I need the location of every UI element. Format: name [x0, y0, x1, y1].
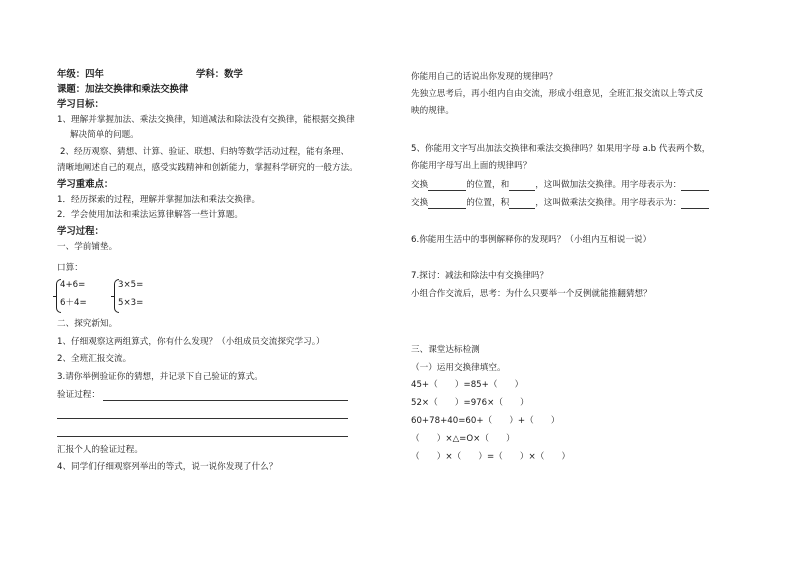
oral-add-2: 6＋4= — [60, 298, 87, 308]
question-1: 1、仔细观察这两组算式，你有什么发现？（小组成员交流探究学习。） — [57, 337, 325, 347]
question-6: 6.你能用生活中的事例解释你的发现吗？（小组内互相说一说） — [411, 235, 652, 245]
goal-2-line-a: 2、经历观察、猜想、计算、验证、联想、归纳等数学活动过程，能有条理、 — [60, 147, 350, 157]
add-law-part-1: 交换 — [411, 180, 429, 190]
add-law-blank-2[interactable] — [509, 181, 535, 191]
verify-line-2[interactable] — [57, 418, 348, 419]
verify-line-1[interactable] — [103, 400, 348, 401]
goal-1-line-a: 1、理解并掌握加法、乘法交换律，知道减法和除法没有交换律，能根据交换律 — [57, 115, 355, 125]
mul-law-part-3: ，这叫做乘法交换律。用字母表示为： — [535, 198, 682, 208]
step-1-heading: 一、学前铺垫。 — [57, 242, 118, 252]
question-5-line-b: 你能用字母写出上面的规律吗？ — [411, 161, 532, 171]
question-4: 4、同学们仔细观察列举出的等式，说一说你发现了什么？ — [57, 462, 278, 472]
mul-law-blank-1[interactable] — [428, 199, 466, 209]
add-law-part-2: 的位置，和 — [466, 180, 510, 190]
goal-2-line-b: 清晰地阐述自己的观点，感受实践精神和创新能力，掌握科学研究的一般方法。 — [57, 163, 358, 173]
fill-item-1[interactable]: 45+（ ）=85+（ ） — [411, 380, 524, 390]
oral-mul-2: 5×3= — [118, 298, 144, 308]
fill-item-3[interactable]: 60+78+40=60+（ ）+（ ） — [411, 416, 560, 426]
add-law-blank-3[interactable] — [681, 181, 709, 191]
topic-title: 课题：加法交换律和乘法交换律 — [57, 84, 189, 95]
mul-law-blank-3[interactable] — [681, 199, 709, 209]
fill-item-2[interactable]: 52×（ ）=976×（ ） — [411, 398, 529, 408]
step-2-heading: 二、探究新知。 — [57, 319, 118, 329]
add-law-sentence — [411, 180, 709, 191]
goals-heading: 学习目标： — [57, 99, 104, 110]
report-label: 汇报个人的验证过程。 — [57, 445, 143, 455]
subject-label: 学科：数学 — [196, 69, 243, 80]
question-2: 2、全班汇报交流。 — [57, 354, 132, 364]
rule-instruction-b: 映的规律。 — [411, 106, 454, 116]
fill-item-5[interactable]: （ ）×（ ）=（ ）×（ ） — [411, 452, 571, 462]
process-heading: 学习过程： — [57, 226, 104, 237]
fill-item-4[interactable]: （ ）×△=O×（ ） — [411, 434, 515, 444]
verify-label: 验证过程： — [57, 390, 100, 400]
keypoint-1: 1．经历探索的过程，理解并掌握加法和乘法交换律。 — [57, 195, 261, 205]
section-3-heading: 三、课堂达标检测 — [411, 345, 480, 355]
mul-law-part-1: 交换 — [411, 198, 429, 208]
add-law-blank-1[interactable] — [428, 181, 466, 191]
goal-1-line-b: 解决简单的问题。 — [70, 130, 139, 140]
question-7-line-b: 小组合作交流后，思考：为什么只要举一个反例就能推翻猜想？ — [411, 289, 652, 299]
keypoint-2: 2．学会使用加法和乘法运算律解答一些计算题。 — [57, 210, 243, 220]
mul-law-sentence — [411, 198, 709, 209]
add-law-part-3: ，这叫做加法交换律。用字母表示为： — [535, 180, 682, 190]
verify-line-3[interactable] — [57, 436, 348, 437]
question-5-line-a: 5、你能用文字写出加法交换律和乘法交换律吗？如果用字母 a.b 代表两个数， — [411, 144, 711, 154]
mul-law-part-2: 的位置，积 — [466, 198, 510, 208]
question-7-line-a: 7.探讨：减法和除法中有交换律吗？ — [411, 271, 549, 281]
oral-mul-1: 3×5= — [118, 280, 144, 290]
keypoints-heading: 学习重难点： — [57, 179, 114, 190]
oral-add-1: 4+6= — [60, 280, 86, 290]
oral-calc-label: 口算： — [57, 263, 83, 273]
rule-instruction-a: 先独立思考后，再小组内自由交流，形成小组意见，全班汇报交流以上等式反 — [411, 89, 704, 99]
mul-law-blank-2[interactable] — [509, 199, 535, 209]
subsection-1-heading: （一）运用交换律填空。 — [411, 363, 506, 373]
grade-label: 年级：四年 — [57, 69, 104, 80]
rule-prompt: 你能用自己的话说出你发现的规律吗？ — [411, 72, 558, 82]
question-3: 3.请你举例验证你的猜想，并记录下自己验证的算式。 — [57, 372, 263, 382]
